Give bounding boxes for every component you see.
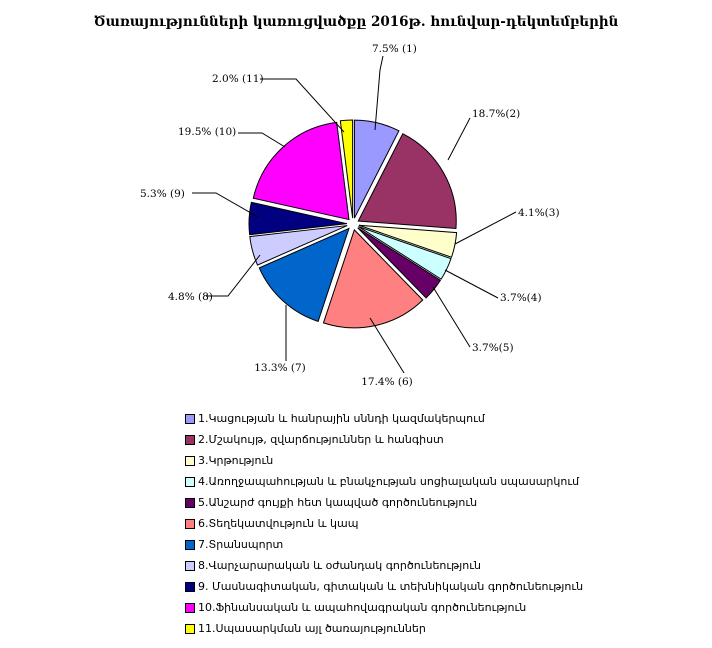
legend-item-7 — [185, 534, 583, 555]
callout-line-9 — [192, 193, 258, 217]
legend-item-10 — [185, 597, 583, 618]
legend-swatch — [185, 624, 195, 634]
legend-item-9 — [185, 576, 583, 597]
legend-swatch — [185, 498, 195, 508]
data-label-11: 2.0% (11) — [212, 73, 264, 85]
legend-swatch — [185, 540, 195, 550]
legend-item-8 — [185, 555, 583, 576]
legend-label: 10.Ֆինանսական և ապահովագրական գործունեություն — [198, 601, 527, 614]
callout-line-2 — [448, 118, 470, 160]
legend-item-2 — [185, 429, 583, 450]
callout-line-3 — [455, 212, 516, 244]
legend-label: 8.Վարչարարական և օժանդակ գործունեություն — [198, 559, 481, 572]
data-label-6: 17.4% (6) — [361, 376, 413, 388]
legend-label: 2.Մշակույթ, զվարճություններ և հանգիստ — [198, 433, 444, 446]
data-label-1: 7.5% (1) — [372, 43, 417, 55]
legend-swatch — [185, 435, 195, 445]
legend-item-4 — [185, 471, 583, 492]
callout-line-4 — [445, 270, 498, 298]
legend-swatch — [185, 477, 195, 487]
data-label-9: 5.3% (9) — [140, 188, 185, 200]
legend-swatch — [185, 519, 195, 529]
legend-label: 3.Կրթություն — [198, 454, 274, 467]
data-label-3: 4.1%(3) — [518, 207, 560, 219]
data-label-10: 19.5% (10) — [178, 126, 237, 138]
legend-label: 1.Կացության և հանրային սննդի կազմակերպում — [198, 412, 485, 425]
data-label-7: 13.3% (7) — [254, 362, 306, 374]
legend-item-1 — [185, 408, 583, 429]
legend-label: 11.Սպասարկման այլ ծառայություններ — [198, 622, 426, 635]
legend-item-11 — [185, 618, 583, 639]
legend-swatch — [185, 561, 195, 571]
data-label-2: 18.7%(2) — [472, 108, 521, 120]
legend-item-3 — [185, 450, 583, 471]
callout-line-6 — [370, 318, 404, 373]
legend — [185, 408, 583, 639]
legend-swatch — [185, 582, 195, 592]
legend-swatch — [185, 414, 195, 424]
data-label-8: 4.8% (8) — [168, 291, 213, 303]
legend-item-6 — [185, 513, 583, 534]
legend-item-5 — [185, 492, 583, 513]
data-label-5: 3.7%(5) — [472, 342, 514, 354]
legend-label: 5.Անշարժ գույքի հետ կապված գործունեություն — [198, 496, 478, 509]
legend-label: 4.Առողջապահության և բնակչության սոցիալական սպասարկում — [198, 475, 580, 488]
data-label-4: 3.7%(4) — [500, 292, 542, 304]
callout-line-5 — [433, 287, 470, 347]
legend-label: 7.Տրանսպորտ — [198, 538, 284, 551]
chart-title: Ծառայությունների կառուցվածքը 2016թ. հունվար-դեկտեմբերին — [93, 14, 619, 30]
legend-label: 9. Մասնագիտական, գիտական և տեխնիկական գործունեություն — [198, 580, 584, 593]
legend-swatch — [185, 456, 195, 466]
legend-label: 6.Տեղեկատվություն և կապ — [198, 517, 359, 530]
callout-line-8 — [206, 255, 260, 296]
callout-line-10 — [238, 133, 285, 147]
callout-line-1 — [375, 56, 383, 130]
legend-swatch — [185, 603, 195, 613]
